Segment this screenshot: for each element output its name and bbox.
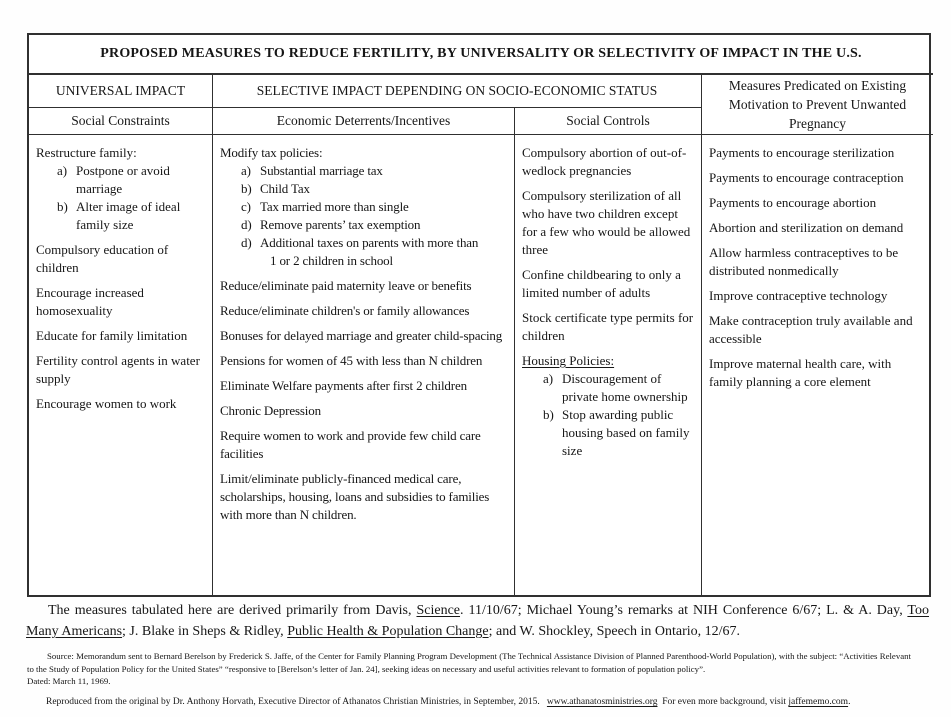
measure-text: Improve contraceptive technology: [709, 288, 888, 303]
measure-item: [220, 402, 508, 420]
text-segment: Public Health & Population Change: [287, 624, 489, 639]
subitem-marker: a): [241, 163, 251, 178]
measure-text: Encourage women to work: [36, 396, 177, 411]
measure-subitem: [522, 370, 695, 406]
measure-subitem: [220, 180, 508, 198]
measure-subitem: [220, 234, 508, 252]
source-note: Source: Memorandum sent to Bernard Berelson by Frederick S. Jaffe, of the Center for Family Planning Program Development (The Technical Assistance Division of Planned Parenthood-World Population), with the subject: “Activities Relevant to the Study of Population Policy for the United States” “responsive to [Berelson’s letter of Jan. 24], seeking ideas on necessary and useful activities relevant to formation of population policy”.: [27, 651, 911, 674]
header-universal-impact: UNIVERSAL IMPACT: [29, 75, 213, 108]
measure-text: Housing Policies:: [522, 353, 615, 368]
measure-item: [36, 144, 206, 234]
measure-text: Make contraception truly available and accessible: [709, 313, 913, 346]
column-motivation-measures: [702, 135, 933, 595]
measure-item: [220, 352, 508, 370]
subitem-text: Child Tax: [260, 181, 310, 196]
measure-text: Modify tax policies:: [220, 145, 323, 160]
subheader-social-controls: Social Controls: [515, 108, 702, 135]
measure-text: Compulsory education of children: [36, 242, 169, 275]
measure-text: Allow harmless contraceptives to be distributed nonmedically: [709, 245, 899, 278]
measure-item: [36, 395, 206, 413]
header-selective-impact: SELECTIVE IMPACT DEPENDING ON SOCIO-ECONOMIC STATUS: [213, 75, 702, 108]
subitem-text: Additional taxes on parents with more than: [260, 235, 479, 250]
measure-item: [220, 277, 508, 295]
subitem-text: Discouragement of private home ownership: [562, 371, 688, 404]
measure-item: [522, 144, 695, 180]
column-social-controls: [515, 135, 702, 595]
measure-item: [522, 266, 695, 302]
measure-item: [36, 327, 206, 345]
measure-item: [709, 287, 927, 305]
measure-subitem: [220, 198, 508, 216]
subitem-text: Remove parents’ tax exemption: [260, 217, 421, 232]
measure-subitem: [220, 162, 508, 180]
subitem-text: Tax married more than single: [260, 199, 409, 214]
measure-text: Improve maternal health care, with family planning a core element: [709, 356, 892, 389]
measure-text: Reduce/eliminate paid maternity leave or benefits: [220, 278, 472, 293]
measure-text: Payments to encourage contraception: [709, 170, 904, 185]
measure-item: [36, 352, 206, 388]
measure-subitem: [220, 216, 508, 234]
measure-subitem: [36, 162, 206, 198]
column-economic-deterrents: [213, 135, 515, 595]
measure-text: Fertility control agents in water supply: [36, 353, 200, 386]
measure-text: Payments to encourage sterilization: [709, 145, 895, 160]
measure-text: Payments to encourage abortion: [709, 195, 877, 210]
measure-text: Stock certificate type permits for children: [522, 310, 694, 343]
subitem-marker: a): [57, 163, 68, 178]
measure-item: [36, 284, 206, 320]
column-social-constraints: [29, 135, 213, 595]
subitem-marker: b): [543, 407, 554, 422]
link[interactable]: www.athanatosministries.org: [546, 697, 658, 707]
text-segment: ; and W. Shockley, Speech in Ontario, 12/67.: [488, 624, 741, 639]
measure-text: Eliminate Welfare payments after first 2 children: [220, 378, 467, 393]
measure-item: [709, 355, 927, 391]
measure-text: Educate for family limitation: [36, 328, 188, 343]
text-segment: The measures tabulated here are derived primarily from Davis,: [48, 603, 417, 618]
measure-text: Abortion and sterilization on demand: [709, 220, 904, 235]
measure-item: [522, 187, 695, 259]
measure-text: Limit/eliminate publicly-financed medical care, scholarships, housing, loans and subsidies to families with more than N children.: [220, 471, 490, 522]
measure-item: [220, 470, 508, 524]
measure-item: [709, 169, 927, 187]
subitem-marker: a): [543, 371, 554, 386]
text-segment: For even more background, visit: [657, 697, 789, 707]
subitem-text: Postpone or avoid marriage: [76, 163, 170, 196]
measure-text: Bonuses for delayed marriage and greater child-spacing: [220, 328, 503, 343]
link[interactable]: jaffememo.com: [788, 697, 849, 707]
measure-text: Require women to work and provide few child care facilities: [220, 428, 481, 461]
subheader-social-constraints: Social Constraints: [29, 108, 213, 135]
subitem-marker: b): [57, 199, 68, 214]
measure-item: [220, 327, 508, 345]
measure-item: [709, 312, 927, 348]
reproduction-note: [27, 696, 931, 709]
measure-text: Compulsory sterilization of all who have two children except for a few who would be allowed three: [522, 188, 691, 257]
measure-text: Pensions for women of 45 with less than N children: [220, 353, 483, 368]
measure-text: Chronic Depression: [220, 403, 321, 418]
subitem-marker: d): [241, 217, 252, 232]
measure-item: [709, 219, 927, 237]
measure-item: [220, 302, 508, 320]
text-segment: Reproduced from the original by Dr. Anthony Horvath, Executive Director of Athanatos Christian Ministries, in September, 2015.: [46, 697, 547, 707]
measures-table: [27, 33, 931, 597]
text-segment: . 11/10/67; Michael Young’s remarks at NIH Conference 6/67; L. & A. Day,: [460, 603, 908, 618]
measure-subitem: [36, 198, 206, 234]
measure-text: Reduce/eliminate children's or family allowances: [220, 303, 470, 318]
measure-subitem: [522, 406, 695, 460]
table-title: PROPOSED MEASURES TO REDUCE FERTILITY, BY UNIVERSALITY OR SELECTIVITY OF IMPACT IN THE U.S.: [29, 35, 933, 75]
measure-text: Encourage increased homosexuality: [36, 285, 144, 318]
measure-text: Restructure family:: [36, 145, 137, 160]
text-segment: Too Many Americans: [26, 603, 929, 639]
subitem-marker: d): [241, 235, 252, 250]
measure-item: [709, 144, 927, 162]
measure-item: [522, 352, 695, 460]
measure-item: [220, 377, 508, 395]
subitem-continuation: 1 or 2 children in school: [270, 253, 393, 268]
header-motivation-measures: Measures Predicated on Existing Motivation to Prevent Unwanted Pregnancy: [702, 75, 933, 135]
measure-text: Compulsory abortion of out-of-wedlock pregnancies: [522, 145, 687, 178]
text-segment: Science: [416, 603, 461, 618]
subitem-text: Substantial marriage tax: [260, 163, 383, 178]
text-segment: .: [848, 697, 851, 707]
measure-item: [220, 144, 508, 270]
text-segment: ; J. Blake in Sheps & Ridley,: [122, 624, 288, 639]
dated-note: Dated: March 11, 1969.: [27, 676, 111, 686]
subitem-text: Alter image of ideal family size: [76, 199, 181, 232]
measure-item: [709, 194, 927, 212]
subitem-marker: b): [241, 181, 252, 196]
measure-item: [220, 427, 508, 463]
measure-item: [709, 244, 927, 280]
subitem-text: Stop awarding public housing based on family size: [562, 407, 690, 458]
measure-text: Confine childbearing to only a limited number of adults: [522, 267, 681, 300]
subitem-marker: c): [241, 199, 251, 214]
derivation-note: [26, 600, 929, 642]
measure-item: [522, 309, 695, 345]
subheader-economic-deterrents: Economic Deterrents/Incentives: [213, 108, 515, 135]
measure-item: [36, 241, 206, 277]
